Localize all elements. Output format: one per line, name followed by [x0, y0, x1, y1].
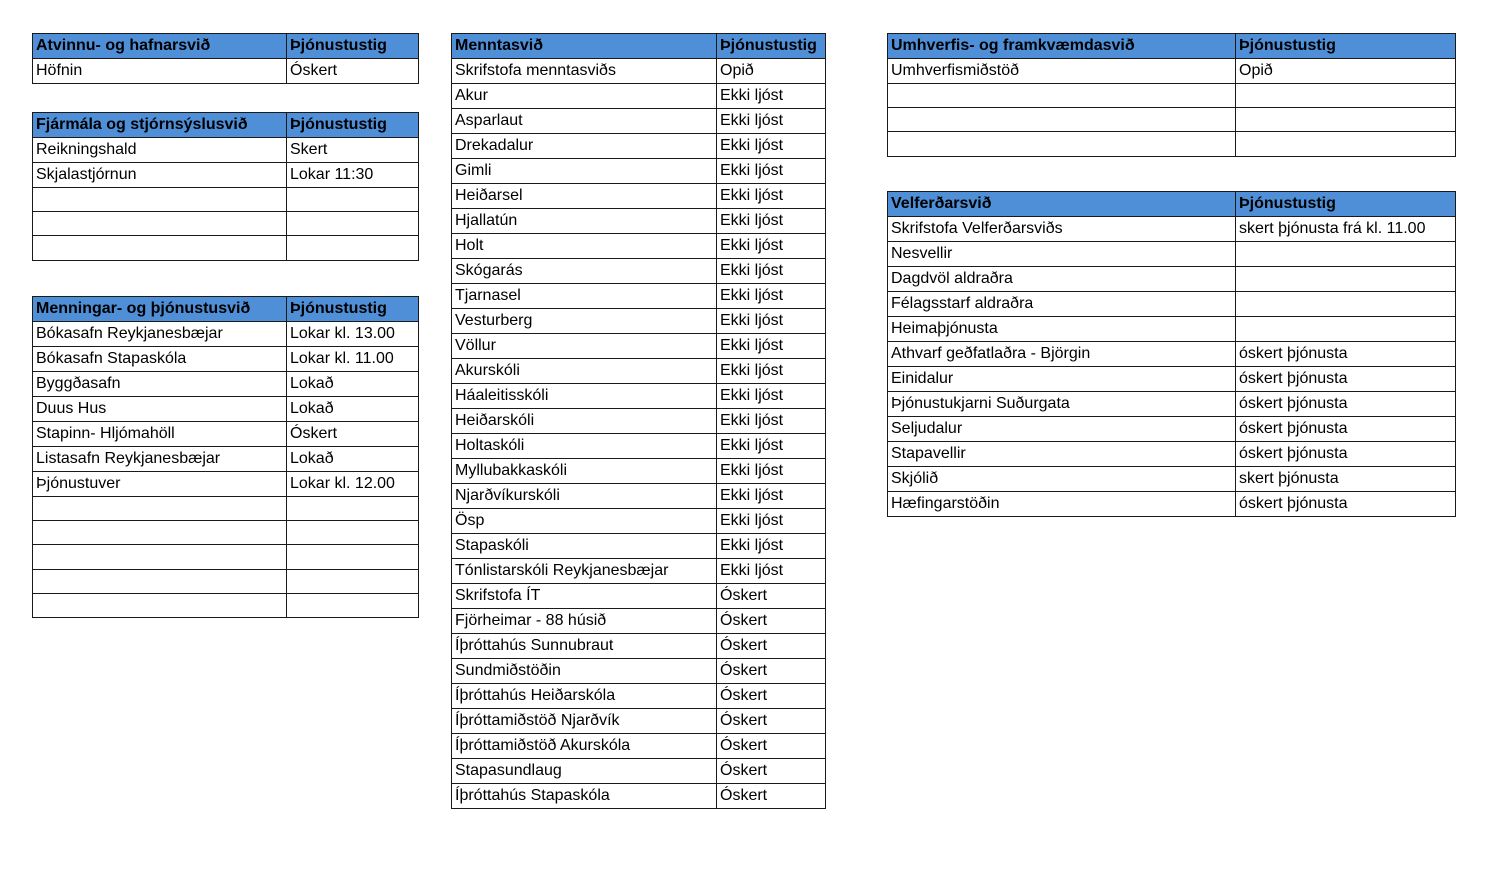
table-row: [33, 447, 419, 472]
unit-name-cell: Íþróttahús Sunnubraut: [452, 634, 717, 659]
table-row: [33, 545, 419, 569]
unit-name-cell: Einidalur: [888, 367, 1236, 392]
unit-name-cell: Akurskóli: [452, 359, 717, 384]
table-row: [452, 434, 826, 459]
table-row: [452, 309, 826, 334]
unit-name-cell: Íþróttamiðstöð Njarðvík: [452, 709, 717, 734]
unit-name-cell: Heiðarsel: [452, 184, 717, 209]
unit-name-cell: Drekadalur: [452, 134, 717, 159]
service-level-cell: óskert þjónusta: [1236, 492, 1456, 517]
service-level-cell: Óskert: [717, 784, 826, 809]
unit-name-cell: Stapaskóli: [452, 534, 717, 559]
service-level-cell: Opið: [717, 59, 826, 84]
table-atvinnu: [32, 33, 419, 84]
service-level-cell: skert þjónusta frá kl. 11.00: [1236, 217, 1456, 242]
table-row: [452, 459, 826, 484]
table-row: [452, 334, 826, 359]
table-row: [888, 108, 1456, 132]
unit-name-cell: Dagdvöl aldraðra: [888, 267, 1236, 292]
table-row: [452, 384, 826, 409]
service-level-cell: Skert: [287, 138, 419, 163]
table-row: [452, 609, 826, 634]
unit-name-cell: Skrifstofa menntasviðs: [452, 59, 717, 84]
table-row: [888, 392, 1456, 417]
table-mennta: [451, 33, 826, 809]
unit-name-cell: [33, 236, 287, 260]
unit-name-cell: [888, 132, 1236, 156]
service-level-cell: Óskert: [287, 422, 419, 447]
service-level-cell: Lokað: [287, 372, 419, 397]
table-row: [888, 367, 1456, 392]
department-title: Menningar- og þjónustusvið: [33, 297, 287, 322]
header-row: [888, 34, 1456, 59]
unit-name-cell: Íþróttahús Heiðarskóla: [452, 684, 717, 709]
service-level-cell: [287, 236, 419, 260]
table-row: [452, 484, 826, 509]
unit-name-cell: Heimaþjónusta: [888, 317, 1236, 342]
table-row: [888, 417, 1456, 442]
table-row: [452, 184, 826, 209]
service-level-cell: Opið: [1236, 59, 1456, 84]
service-level-cell: Ekki ljóst: [717, 284, 826, 309]
service-level-cell: Ekki ljóst: [717, 459, 826, 484]
service-level-cell: Óskert: [717, 634, 826, 659]
unit-name-cell: Duus Hus: [33, 397, 287, 422]
table-row: [452, 659, 826, 684]
unit-name-cell: Íþróttahús Stapaskóla: [452, 784, 717, 809]
table-row: [888, 132, 1456, 156]
table-row: [888, 467, 1456, 492]
table-row: [33, 569, 419, 593]
service-level-cell: Ekki ljóst: [717, 134, 826, 159]
unit-name-cell: Félagsstarf aldraðra: [888, 292, 1236, 317]
table-row: [888, 267, 1456, 292]
service-level-cell: Ekki ljóst: [717, 559, 826, 584]
service-level-cell: óskert þjónusta: [1236, 442, 1456, 467]
service-level-cell: skert þjónusta: [1236, 467, 1456, 492]
unit-name-cell: Höfnin: [33, 59, 287, 84]
table-velferdar: [887, 191, 1456, 517]
table-row: [452, 209, 826, 234]
service-level-cell: Ekki ljóst: [717, 159, 826, 184]
table-row: [452, 509, 826, 534]
table-row: [888, 492, 1456, 517]
service-level-cell: Óskert: [717, 584, 826, 609]
service-level-cell: óskert þjónusta: [1236, 342, 1456, 367]
table-row: [452, 234, 826, 259]
table-row: [452, 534, 826, 559]
table-row: [33, 59, 419, 84]
table-row: [452, 409, 826, 434]
service-level-cell: Ekki ljóst: [717, 484, 826, 509]
table-row: [452, 759, 826, 784]
unit-name-cell: Gimli: [452, 159, 717, 184]
unit-name-cell: Akur: [452, 84, 717, 109]
table-row: [452, 84, 826, 109]
unit-name-cell: [33, 497, 287, 521]
unit-name-cell: Skrifstofa ÍT: [452, 584, 717, 609]
service-level-cell: [287, 569, 419, 593]
table-row: [33, 397, 419, 422]
service-level-cell: [1236, 242, 1456, 267]
table-row: [33, 347, 419, 372]
unit-name-cell: Njarðvíkurskóli: [452, 484, 717, 509]
header-row: [33, 34, 419, 59]
service-level-cell: Óskert: [717, 709, 826, 734]
department-title: Atvinnu- og hafnarsvið: [33, 34, 287, 59]
service-level-header: Þjónustustig: [1236, 192, 1456, 217]
service-level-cell: Ekki ljóst: [717, 234, 826, 259]
unit-name-cell: [33, 545, 287, 569]
unit-name-cell: [33, 569, 287, 593]
header-row: [888, 192, 1456, 217]
table-row: [33, 422, 419, 447]
unit-name-cell: [888, 84, 1236, 108]
service-level-cell: Ekki ljóst: [717, 259, 826, 284]
table-row: [33, 163, 419, 188]
service-level-cell: [1236, 292, 1456, 317]
table-row: [33, 322, 419, 347]
department-title: Umhverfis- og framkvæmdasvið: [888, 34, 1236, 59]
service-level-cell: Óskert: [717, 609, 826, 634]
unit-name-cell: [33, 593, 287, 617]
department-title: Velferðarsvið: [888, 192, 1236, 217]
unit-name-cell: Athvarf geðfatlaðra - Björgin: [888, 342, 1236, 367]
service-level-cell: Óskert: [717, 734, 826, 759]
unit-name-cell: Skógarás: [452, 259, 717, 284]
table-row: [452, 734, 826, 759]
header-row: [452, 34, 826, 59]
unit-name-cell: Skjalastjórnun: [33, 163, 287, 188]
unit-name-cell: Háaleitisskóli: [452, 384, 717, 409]
table-row: [33, 497, 419, 521]
service-level-header: Þjónustustig: [287, 297, 419, 322]
service-level-header: Þjónustustig: [717, 34, 826, 59]
unit-name-cell: Völlur: [452, 334, 717, 359]
service-level-cell: Lokar kl. 13.00: [287, 322, 419, 347]
unit-name-cell: [33, 212, 287, 236]
unit-name-cell: Listasafn Reykjanesbæjar: [33, 447, 287, 472]
unit-name-cell: Hæfingarstöðin: [888, 492, 1236, 517]
table-row: [452, 559, 826, 584]
table-row: [33, 236, 419, 260]
unit-name-cell: Seljudalur: [888, 417, 1236, 442]
table-row: [33, 188, 419, 212]
service-level-cell: Ekki ljóst: [717, 534, 826, 559]
unit-name-cell: Nesvellir: [888, 242, 1236, 267]
table-row: [452, 59, 826, 84]
department-title: Fjármála og stjórnsýslusvið: [33, 113, 287, 138]
table-row: [452, 684, 826, 709]
service-level-cell: óskert þjónusta: [1236, 392, 1456, 417]
unit-name-cell: Byggðasafn: [33, 372, 287, 397]
service-level-cell: Óskert: [717, 684, 826, 709]
unit-name-cell: Tjarnasel: [452, 284, 717, 309]
table-row: [33, 521, 419, 545]
unit-name-cell: Bókasafn Reykjanesbæjar: [33, 322, 287, 347]
service-level-cell: Óskert: [287, 59, 419, 84]
service-level-cell: [1236, 317, 1456, 342]
table-row: [888, 242, 1456, 267]
service-level-cell: Lokar kl. 11.00: [287, 347, 419, 372]
unit-name-cell: Umhverfismiðstöð: [888, 59, 1236, 84]
header-row: [33, 297, 419, 322]
service-level-cell: [1236, 132, 1456, 156]
service-level-cell: Óskert: [717, 759, 826, 784]
service-level-cell: óskert þjónusta: [1236, 417, 1456, 442]
service-level-header: Þjónustustig: [1236, 34, 1456, 59]
service-level-cell: Ekki ljóst: [717, 434, 826, 459]
table-row: [33, 593, 419, 617]
unit-name-cell: [33, 188, 287, 212]
unit-name-cell: [33, 521, 287, 545]
service-level-cell: [287, 521, 419, 545]
unit-name-cell: Reikningshald: [33, 138, 287, 163]
service-level-cell: Ekki ljóst: [717, 334, 826, 359]
unit-name-cell: Ösp: [452, 509, 717, 534]
service-level-cell: Ekki ljóst: [717, 359, 826, 384]
header-row: [33, 113, 419, 138]
table-row: [33, 372, 419, 397]
service-level-cell: Ekki ljóst: [717, 384, 826, 409]
service-level-cell: [287, 497, 419, 521]
table-fjarmala: [32, 112, 419, 261]
unit-name-cell: Fjörheimar - 88 húsið: [452, 609, 717, 634]
unit-name-cell: Þjónustukjarni Suðurgata: [888, 392, 1236, 417]
table-row: [888, 217, 1456, 242]
service-level-cell: Ekki ljóst: [717, 184, 826, 209]
table-row: [33, 212, 419, 236]
service-level-cell: [1236, 267, 1456, 292]
service-level-cell: Lokað: [287, 447, 419, 472]
table-row: [452, 584, 826, 609]
unit-name-cell: Vesturberg: [452, 309, 717, 334]
unit-name-cell: Stapasundlaug: [452, 759, 717, 784]
unit-name-cell: Skjólið: [888, 467, 1236, 492]
service-level-cell: [1236, 108, 1456, 132]
unit-name-cell: Asparlaut: [452, 109, 717, 134]
service-level-cell: Lokar kl. 12.00: [287, 472, 419, 497]
unit-name-cell: Íþróttamiðstöð Akurskóla: [452, 734, 717, 759]
table-row: [888, 59, 1456, 84]
service-level-header: Þjónustustig: [287, 113, 419, 138]
service-level-cell: [287, 212, 419, 236]
table-row: [452, 259, 826, 284]
unit-name-cell: Stapinn- Hljómahöll: [33, 422, 287, 447]
unit-name-cell: Þjónustuver: [33, 472, 287, 497]
table-row: [452, 134, 826, 159]
table-umhverfis: [887, 33, 1456, 157]
service-level-cell: Lokað: [287, 397, 419, 422]
service-level-cell: Lokar 11:30: [287, 163, 419, 188]
unit-name-cell: Sundmiðstöðin: [452, 659, 717, 684]
department-title: Menntasvið: [452, 34, 717, 59]
unit-name-cell: Myllubakkaskóli: [452, 459, 717, 484]
service-level-cell: [1236, 84, 1456, 108]
unit-name-cell: Holtaskóli: [452, 434, 717, 459]
unit-name-cell: Heiðarskóli: [452, 409, 717, 434]
table-menningar: [32, 296, 419, 618]
service-level-cell: Ekki ljóst: [717, 409, 826, 434]
service-level-cell: [287, 188, 419, 212]
table-row: [888, 342, 1456, 367]
unit-name-cell: Hjallatún: [452, 209, 717, 234]
unit-name-cell: Bókasafn Stapaskóla: [33, 347, 287, 372]
table-row: [452, 284, 826, 309]
unit-name-cell: [888, 108, 1236, 132]
table-row: [452, 709, 826, 734]
table-row: [33, 138, 419, 163]
service-level-cell: [287, 545, 419, 569]
table-row: [888, 442, 1456, 467]
service-level-cell: óskert þjónusta: [1236, 367, 1456, 392]
unit-name-cell: Stapavellir: [888, 442, 1236, 467]
unit-name-cell: Skrifstofa Velferðarsviðs: [888, 217, 1236, 242]
service-level-cell: Óskert: [717, 659, 826, 684]
service-level-cell: Ekki ljóst: [717, 509, 826, 534]
service-level-cell: Ekki ljóst: [717, 309, 826, 334]
service-level-header: Þjónustustig: [287, 34, 419, 59]
table-row: [452, 634, 826, 659]
unit-name-cell: Tónlistarskóli Reykjanesbæjar: [452, 559, 717, 584]
table-row: [888, 292, 1456, 317]
service-level-cell: Ekki ljóst: [717, 84, 826, 109]
table-row: [888, 317, 1456, 342]
table-row: [452, 784, 826, 809]
service-level-cell: Ekki ljóst: [717, 209, 826, 234]
table-row: [452, 359, 826, 384]
service-level-cell: [287, 593, 419, 617]
table-row: [888, 84, 1456, 108]
table-row: [33, 472, 419, 497]
unit-name-cell: Holt: [452, 234, 717, 259]
service-level-cell: Ekki ljóst: [717, 109, 826, 134]
table-row: [452, 109, 826, 134]
table-row: [452, 159, 826, 184]
